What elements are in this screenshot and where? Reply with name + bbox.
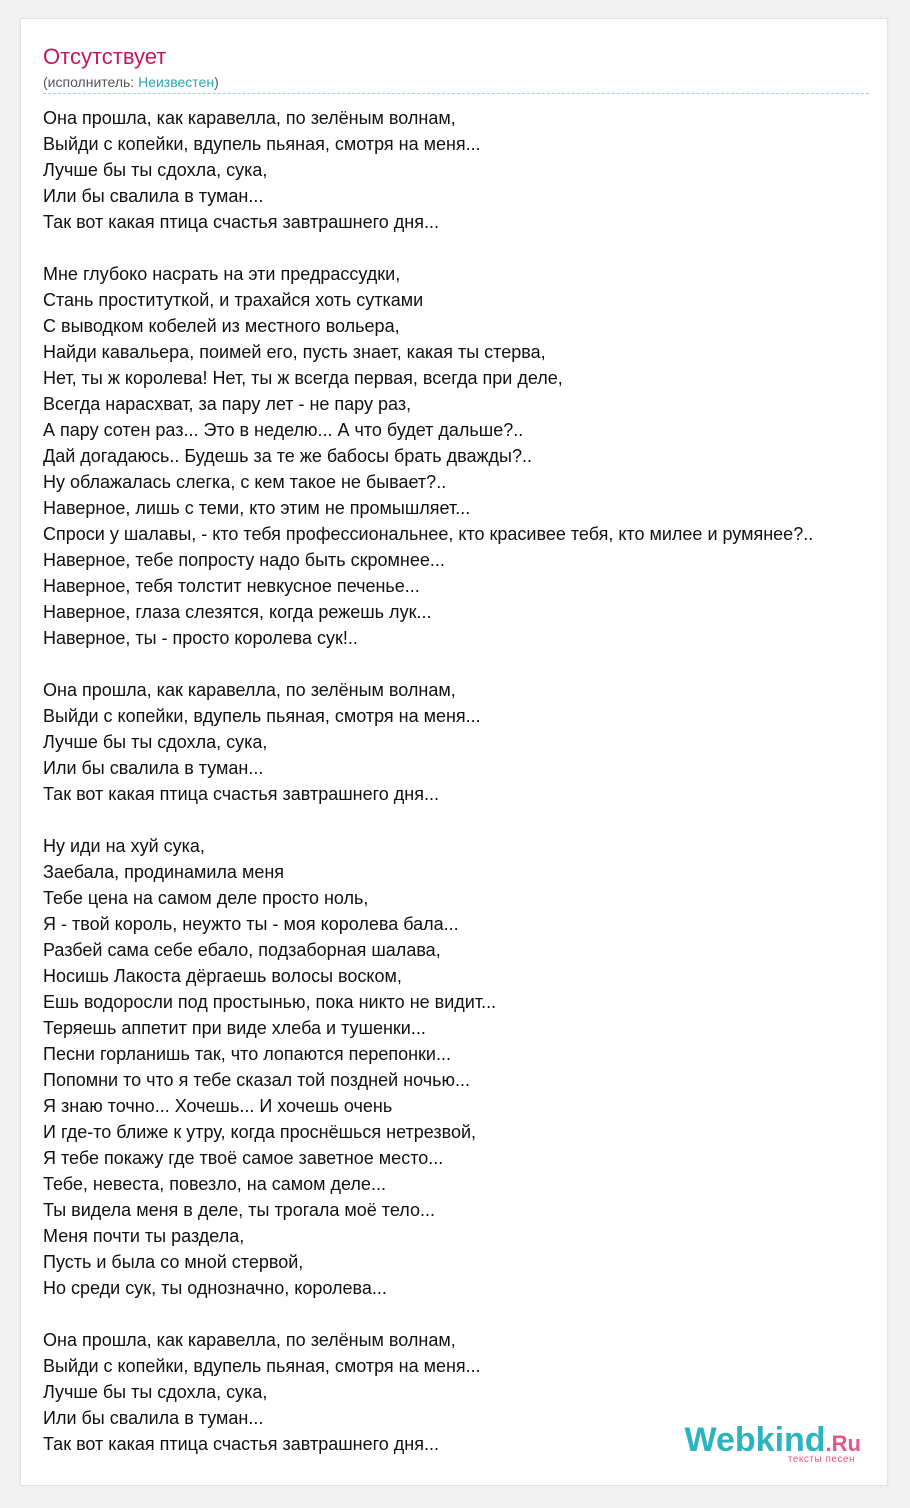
lyric-line: Я тебе покажу где твоё самое заветное место... xyxy=(43,1148,444,1168)
lyric-line: Ешь водоросли под простынью, пока никто не видит... xyxy=(43,992,497,1012)
lyric-line: Наверное, тебя толстит невкусное печенье... xyxy=(43,576,420,596)
lyric-line: Наверное, лишь с теми, кто этим не промышляет... xyxy=(43,498,471,518)
artist-link[interactable]: Неизвестен xyxy=(138,74,215,90)
lyric-line: Наверное, тебе попросту надо быть скромнее... xyxy=(43,550,445,570)
artist-suffix: ) xyxy=(214,74,219,90)
title-divider xyxy=(43,93,869,94)
logo-main-text: Webkind xyxy=(684,1421,826,1459)
lyric-line: И где-то ближе к утру, когда проснёшься нетрезвой, xyxy=(43,1122,477,1142)
lyric-line: Но среди сук, ты однозначно, королева... xyxy=(43,1278,387,1298)
artist-line xyxy=(43,73,219,91)
stanza-gap xyxy=(43,807,888,833)
lyric-line: Нет, ты ж королева! Нет, ты ж всегда первая, всегда при деле, xyxy=(43,368,563,388)
lyric-line: Стань проституткой, и трахайся хоть сутками xyxy=(43,290,424,310)
lyric-line: Или бы свалила в туман... xyxy=(43,186,264,206)
lyric-line: Заебала, продинамила меня xyxy=(43,862,285,882)
lyric-line: Так вот какая птица счастья завтрашнего дня... xyxy=(43,784,439,804)
logo-tagline: тексты песен xyxy=(787,1454,855,1465)
lyric-line: Я - твой король, неужто ты - моя королева бала... xyxy=(43,914,459,934)
lyric-line: Наверное, ты - просто королева сук!.. xyxy=(43,628,358,648)
lyric-line: Или бы свалила в туман... xyxy=(43,1408,264,1428)
stanza-gap xyxy=(43,651,888,677)
lyrics-text xyxy=(43,105,888,1457)
lyric-line: Она прошла, как каравелла, по зелёным волнам, xyxy=(43,1330,456,1350)
lyric-line: Наверное, глаза слезятся, когда режешь лук... xyxy=(43,602,432,622)
lyric-line: Так вот какая птица счастья завтрашнего дня... xyxy=(43,212,439,232)
lyric-line: Тебе, невеста, повезло, на самом деле... xyxy=(43,1174,386,1194)
lyric-line: Ну иди на хуй сука, xyxy=(43,836,205,856)
lyric-line: Разбей сама себе ебало, подзаборная шалава, xyxy=(43,940,441,960)
lyric-line: Выйди с копейки, вдупель пьяная, смотря на меня... xyxy=(43,706,481,726)
lyric-line: Попомни то что я тебе сказал той поздней ночью... xyxy=(43,1070,470,1090)
site-logo[interactable] xyxy=(685,1423,862,1465)
lyric-line: Мне глубоко насрать на эти предрассудки, xyxy=(43,264,401,284)
lyric-line: Так вот какая птица счастья завтрашнего дня... xyxy=(43,1434,439,1454)
lyric-line: Носишь Лакоста дёргаешь волосы воском, xyxy=(43,966,402,986)
lyric-line: Песни горланишь так, что лопаются перепонки... xyxy=(43,1044,451,1064)
song-title: Отсутствует xyxy=(43,44,167,69)
lyric-line: Или бы свалила в туман... xyxy=(43,758,264,778)
lyric-line: Меня почти ты раздела, xyxy=(43,1226,245,1246)
lyric-line: Лучше бы ты сдохла, сука, xyxy=(43,1382,268,1402)
lyric-line: Она прошла, как каравелла, по зелёным волнам, xyxy=(43,680,456,700)
lyric-line: Я знаю точно... Хочешь... И хочешь очень xyxy=(43,1096,393,1116)
lyric-line: Спроси у шалавы, - кто тебя профессиональнее, кто красивее тебя, кто милее и румянее?.. xyxy=(43,524,814,544)
lyric-line: Выйди с копейки, вдупель пьяная, смотря на меня... xyxy=(43,134,481,154)
lyric-line: Всегда нарасхват, за пару лет - не пару раз, xyxy=(43,394,412,414)
lyric-line: Лучше бы ты сдохла, сука, xyxy=(43,732,268,752)
lyric-line: Тебе цена на самом деле просто ноль, xyxy=(43,888,369,908)
logo-wordmark xyxy=(685,1423,862,1457)
artist-prefix: (исполнитель: xyxy=(43,74,139,90)
stanza-gap xyxy=(43,235,888,261)
lyric-line: Пусть и была со мной стервой, xyxy=(43,1252,304,1272)
lyric-line: Выйди с копейки, вдупель пьяная, смотря на меня... xyxy=(43,1356,481,1376)
lyric-line: А пару сотен раз... Это в неделю... А что будет дальше?.. xyxy=(43,420,524,440)
logo-suffix-text: .Ru xyxy=(825,1431,861,1456)
lyric-line: Ты видела меня в деле, ты трогала моё тело... xyxy=(43,1200,435,1220)
lyric-line: С выводком кобелей из местного вольера, xyxy=(43,316,400,336)
lyric-line: Дай догадаюсь.. Будешь за те же бабосы брать дважды?.. xyxy=(43,446,532,466)
stanza-gap xyxy=(43,1301,888,1327)
lyric-line: Лучше бы ты сдохла, сука, xyxy=(43,160,268,180)
lyric-line: Она прошла, как каравелла, по зелёным волнам, xyxy=(43,108,456,128)
lyrics-card xyxy=(20,18,888,1486)
lyric-line: Найди кавальера, поимей его, пусть знает, какая ты стерва, xyxy=(43,342,546,362)
lyric-line: Ну облажалась слегка, с кем такое не бывает?.. xyxy=(43,472,447,492)
lyric-line: Теряешь аппетит при виде хлеба и тушенки... xyxy=(43,1018,426,1038)
